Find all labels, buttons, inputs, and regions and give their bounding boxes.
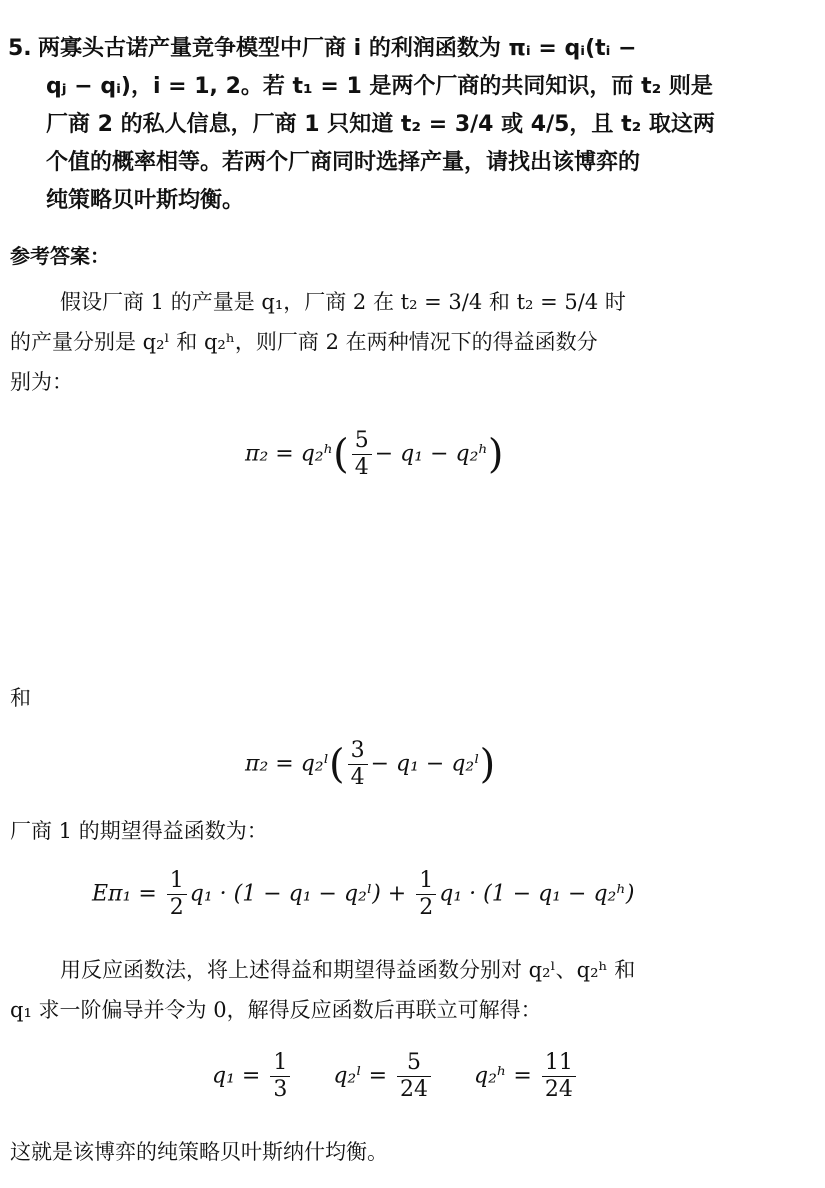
solution-q2l-num: 5: [397, 1050, 431, 1077]
eq1-frac-den: 4: [354, 455, 369, 480]
equation-1: [245, 428, 504, 481]
solution-q2l-den: 24: [400, 1077, 429, 1102]
eq3-term2: q₁ · (1 − q₁ − q₂ʰ): [439, 881, 635, 907]
eq1-rest: − q₁ − q₂ʰ: [374, 441, 488, 467]
question-number: 5.: [8, 36, 32, 61]
method-paragraph: [10, 950, 800, 1030]
eq3-frac1-num: 1: [167, 868, 187, 895]
and-text: 和: [10, 686, 31, 710]
question-text-1: 两寡头古诺产量竞争模型中厂商 i 的利润函数为 πᵢ = qᵢ(tᵢ −: [38, 36, 637, 61]
intro-paragraph: [10, 282, 800, 402]
method-line-2: q₁ 求一阶偏导并令为 0，解得反应函数后再联立可解得：: [10, 998, 542, 1022]
eq3-frac2-num: 1: [416, 868, 436, 895]
eq3-lhs: Eπ₁ =: [92, 881, 157, 907]
eq2-frac-den: 4: [350, 765, 365, 790]
eq2-frac-num: 3: [348, 738, 368, 765]
intro-line-3: 别为：: [10, 370, 73, 394]
solution-equation: [212, 1050, 579, 1103]
eq2-open-paren: (: [328, 741, 345, 788]
question-block: [8, 30, 808, 220]
equation-2: [245, 738, 495, 791]
question-line-2: qⱼ − qᵢ)，i = 1, 2。若 t₁ = 1 是两个厂商的共同知识，而 t₂ 则是: [46, 74, 713, 99]
solution-q2h-fraction: [542, 1050, 576, 1103]
solution-q2h-den: 24: [544, 1077, 573, 1102]
solution-q2l-lhs: q₂ˡ =: [333, 1063, 388, 1089]
eq3-term1: q₁ · (1 − q₁ − q₂ˡ) +: [189, 881, 407, 907]
eq2-lhs: π₂ =: [245, 751, 294, 777]
eq1-open-paren: (: [333, 431, 349, 478]
eq1-factor: q₂ʰ: [300, 441, 334, 467]
question-line-1: [8, 30, 808, 68]
solution-q2l-fraction: [397, 1050, 431, 1103]
solution-q1-num: 1: [270, 1050, 290, 1077]
eq1-frac-num: 5: [352, 428, 372, 455]
question-line-3: 厂商 2 的私人信息，厂商 1 只知道 t₂ = 3/4 或 4/5，且 t₂ 取这两: [46, 112, 715, 137]
solution-q1-lhs: q₁ =: [212, 1063, 261, 1089]
method-line-1: 用反应函数法，将上述得益和期望得益函数分别对 q₂ˡ、q₂ʰ 和: [60, 958, 636, 982]
question-line-5: 纯策略贝叶斯均衡。: [46, 188, 245, 213]
intro-line-2: 的产量分别是 q₂ˡ 和 q₂ʰ，则厂商 2 在两种情况下的得益函数分: [10, 330, 598, 354]
eq2-close-paren: ): [479, 741, 496, 788]
eq1-fraction: [352, 428, 372, 481]
equation-3: [92, 868, 634, 921]
eq3-fraction-1: [167, 868, 187, 921]
eq1-lhs: π₂ =: [245, 441, 294, 467]
eq2-factor: q₂ˡ: [300, 751, 329, 777]
solution-q2h-lhs: q₂ʰ =: [474, 1063, 532, 1089]
eq1-close-paren: ): [487, 431, 504, 478]
intro-line-1: 假设厂商 1 的产量是 q₁，厂商 2 在 t₂ = 3/4 和 t₂ = 5/4 时: [60, 290, 626, 314]
question-line-4: 个值的概率相等。若两个厂商同时选择产量，请找出该博弈的: [46, 150, 641, 175]
expect-intro: 厂商 1 的期望得益函数为：: [10, 819, 268, 843]
eq3-frac2-den: 2: [419, 895, 434, 920]
solution-q2h-num: 11: [542, 1050, 576, 1077]
solution-q1-fraction: [270, 1050, 290, 1103]
answer-label: 参考答案：: [10, 244, 110, 268]
eq2-fraction: [348, 738, 368, 791]
solution-q1-den: 3: [273, 1077, 288, 1102]
eq2-rest: − q₁ − q₂ˡ: [370, 751, 480, 777]
eq3-fraction-2: [416, 868, 436, 921]
conclusion-text: 这就是该博弈的纯策略贝叶斯纳什均衡。: [10, 1140, 388, 1164]
eq3-frac1-den: 2: [169, 895, 184, 920]
